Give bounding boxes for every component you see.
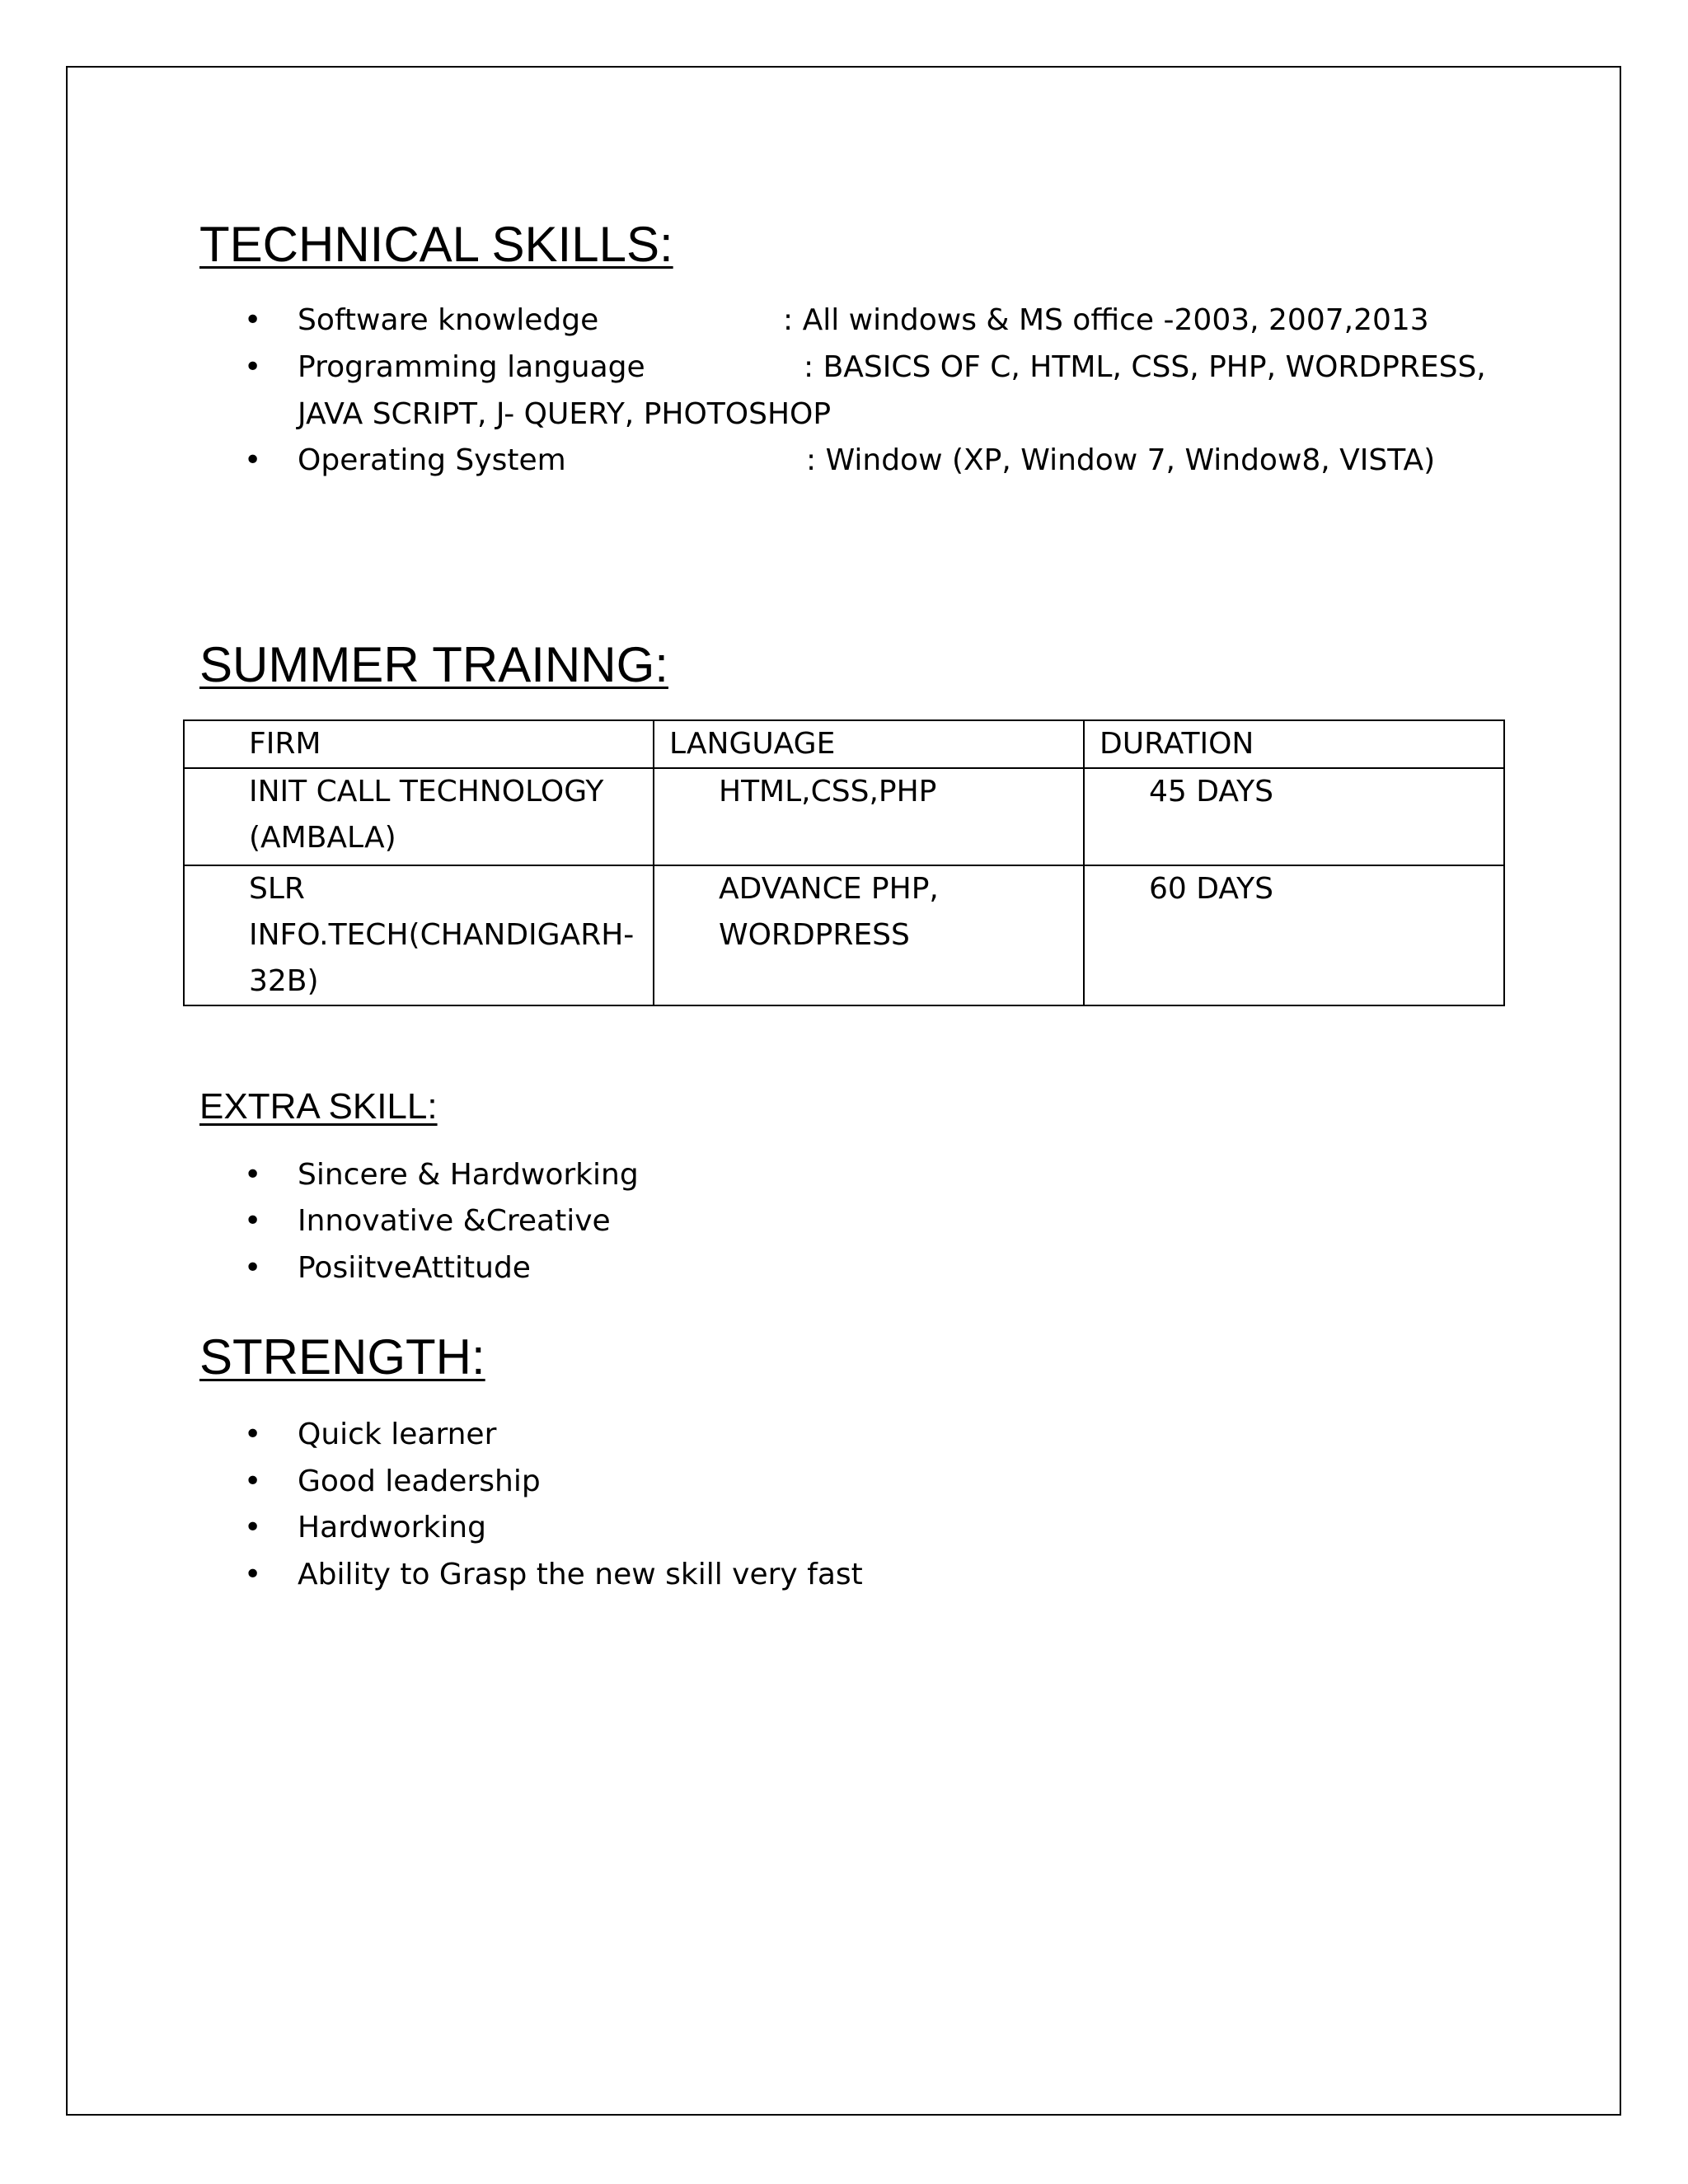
bullet-icon: • <box>244 1158 262 1192</box>
skill-item-software <box>0 303 1688 349</box>
table-cell-firm: SLR INFO.TECH(CHANDIGARH- 32B) <box>184 865 654 1005</box>
skill-value: : Window (XP, Window 7, Window8, VISTA) <box>806 443 1436 477</box>
bullet-icon: • <box>244 443 262 477</box>
table-cell-firm: INIT CALL TECHNOLOGY (AMBALA) <box>184 768 654 865</box>
table-row <box>184 768 1504 865</box>
skill-value: : BASICS OF C, HTML, CSS, PHP, WORDPRESS, <box>804 350 1486 384</box>
skill-item-os <box>0 443 1688 490</box>
table-header-language: LANGUAGE <box>654 720 1084 768</box>
training-table <box>183 719 1505 1006</box>
table-cell-duration: 60 DAYS <box>1084 865 1504 1005</box>
table-header-firm: FIRM <box>184 720 654 768</box>
list-item: • Quick learner <box>244 1418 497 1451</box>
bullet-icon: • <box>244 1558 262 1591</box>
bullet-icon: • <box>244 1418 262 1451</box>
table-header-row <box>184 720 1504 768</box>
list-item: • PosiitveAttitude <box>244 1251 531 1285</box>
skill-label: Software knowledge <box>298 303 599 337</box>
bullet-icon: • <box>244 350 262 384</box>
technical-skills-heading: TECHNICAL SKILLS: <box>199 217 673 272</box>
extra-skill-heading: EXTRA SKILL: <box>199 1086 438 1127</box>
skill-label: Operating System <box>298 443 566 477</box>
skill-label: Programming language <box>298 350 645 384</box>
bullet-icon: • <box>244 1465 262 1498</box>
bullet-icon: • <box>244 1511 262 1544</box>
table-cell-duration: 45 DAYS <box>1084 768 1504 865</box>
skill-value-continuation: JAVA SCRIPT, J- QUERY, PHOTOSHOP <box>298 397 832 431</box>
bullet-icon: • <box>244 1251 262 1285</box>
skill-value: : All windows & MS office -2003, 2007,2013 <box>783 303 1429 337</box>
table-row <box>184 865 1504 1005</box>
table-cell-language: ADVANCE PHP, WORDPRESS <box>654 865 1084 1005</box>
summer-training-heading: SUMMER TRAINNG: <box>199 637 668 692</box>
list-item: • Sincere & Hardworking <box>244 1158 639 1192</box>
list-item: • Good leadership <box>244 1465 541 1498</box>
bullet-icon: • <box>244 1204 262 1238</box>
bullet-icon: • <box>244 303 262 337</box>
skill-item-programming <box>0 350 1688 396</box>
list-item: • Innovative &Creative <box>244 1204 611 1238</box>
list-item: • Hardworking <box>244 1511 486 1544</box>
table-cell-language: HTML,CSS,PHP <box>654 768 1084 865</box>
strength-heading: STRENGTH: <box>199 1329 485 1385</box>
table-header-duration: DURATION <box>1084 720 1504 768</box>
list-item: • Ability to Grasp the new skill very fast <box>244 1558 863 1591</box>
